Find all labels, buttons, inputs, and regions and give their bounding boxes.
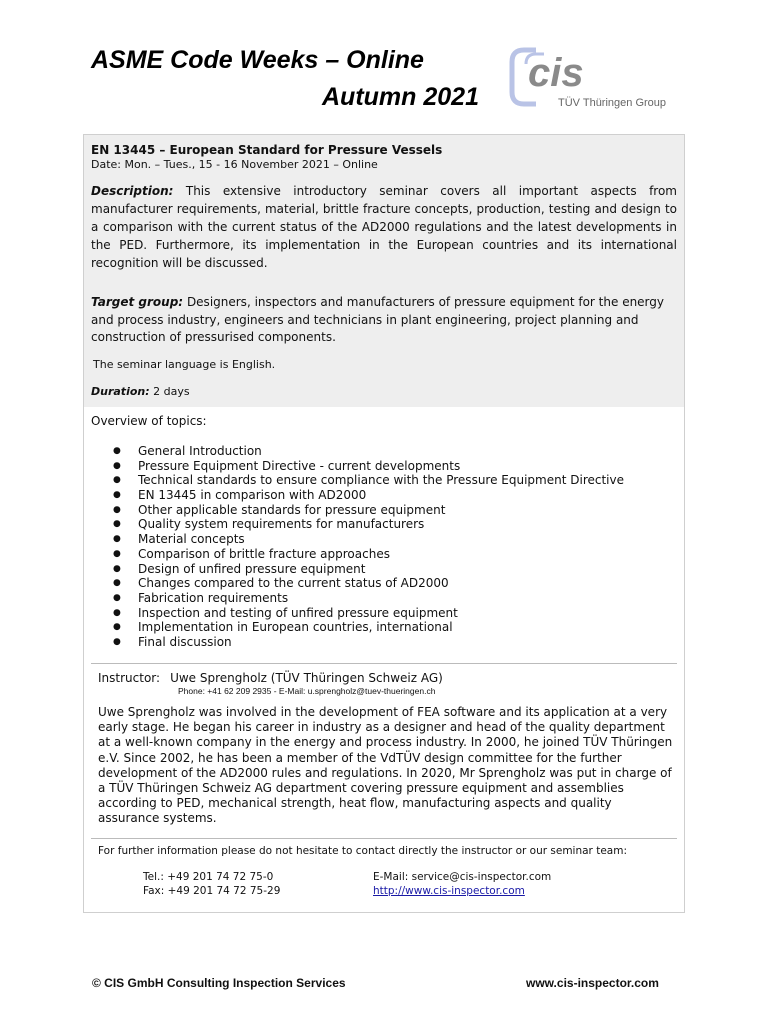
overview-heading: Overview of topics: [91, 414, 207, 428]
bullet-icon: ● [113, 519, 121, 530]
list-item [113, 591, 624, 606]
cis-logo [506, 44, 681, 110]
contact-intro: For further information please do not hesitate to contact directly the instructor or our seminar team: [98, 845, 627, 857]
seminar-title: EN 13445 – European Standard for Pressure Vessels [91, 143, 443, 157]
duration-value: 2 days [153, 385, 190, 398]
instructor-name: Uwe Sprengholz (TÜV Thüringen Schweiz AG) [170, 671, 443, 685]
bullet-icon: ● [113, 460, 121, 471]
bullet-icon: ● [113, 592, 121, 603]
page-title-line1: ASME Code Weeks – Online [91, 46, 424, 74]
list-item [113, 517, 624, 532]
bullet-icon: ● [113, 475, 121, 486]
topic-text: Pressure Equipment Directive - current developments [138, 458, 461, 473]
footer-website: www.cis-inspector.com [526, 976, 659, 990]
divider [91, 663, 677, 664]
bullet-icon: ● [113, 578, 121, 589]
list-item [113, 547, 624, 562]
topics-list [113, 444, 624, 650]
page-title-line2: Autumn 2021 [322, 83, 479, 111]
topic-text: General Introduction [138, 444, 262, 458]
bullet-icon: ● [113, 636, 121, 647]
duration-label: Duration: [91, 385, 150, 398]
bullet-icon: ● [113, 622, 121, 633]
instructor-line [98, 671, 443, 685]
list-item [113, 503, 624, 518]
bullet-icon: ● [113, 563, 121, 574]
bullet-icon: ● [113, 534, 121, 545]
bullet-icon: ● [113, 446, 121, 456]
instructor-bio: Uwe Sprengholz was involved in the development of FEA software and its application at a very early stage. He began his career in industry as a designer and head of the quality department at a well-known company in the energy and process industry. In 2000, he joined TÜV Thüringen e.V. Since 2002, he has been a member of the VdTÜV design committee for the further development of the AD2000 rules and regulations. In 2020, Mr Sprengholz was put in charge of a TÜV Thüringen Schweiz AG department covering pressure equipment and assemblies according to PED, mechanical strength, heat flow, manufacturing aspects and quality assurance systems. [98, 705, 673, 826]
description-paragraph [91, 182, 677, 272]
divider [91, 838, 677, 839]
topic-text: Technical standards to ensure compliance with the Pressure Equipment Directive [138, 473, 624, 488]
target-label: Target group: [91, 295, 184, 309]
list-item [113, 488, 624, 503]
footer-copyright: © CIS GmbH Consulting Inspection Services [92, 976, 346, 990]
logo-subtitle: TÜV Thüringen Group [558, 97, 667, 109]
list-item [113, 606, 624, 621]
instructor-label: Instructor: [98, 671, 161, 685]
bullet-icon: ● [113, 490, 121, 501]
list-item [113, 576, 624, 591]
description-label: Description: [91, 184, 174, 198]
bullet-icon: ● [113, 548, 121, 559]
topic-text: Inspection and testing of unfired pressure equipment [138, 605, 458, 620]
topic-text: Quality system requirements for manufacturers [138, 517, 425, 532]
bullet-icon: ● [113, 504, 121, 515]
contact-tel: Tel.: +49 201 74 72 75-0 [143, 871, 274, 883]
topic-text: Changes compared to the current status of AD2000 [138, 576, 449, 591]
list-item [113, 532, 624, 547]
topic-text: Final discussion [138, 634, 232, 649]
seminar-date: Date: Mon. – Tues., 15 - 16 November 2021 – Online [91, 158, 378, 171]
list-item [113, 635, 624, 650]
instructor-contact: Phone: +41 62 209 2935 - E-Mail: u.sprengholz@tuev-thueringen.ch [178, 686, 436, 696]
list-item [113, 459, 624, 474]
list-item [113, 444, 624, 459]
contact-fax: Fax: +49 201 74 72 75-29 [143, 885, 281, 897]
topic-text: Comparison of brittle fracture approaches [138, 546, 390, 561]
target-text: Designers, inspectors and manufacturers of pressure equipment for the energy and process industry, engineers and technicians in plant engineering, project planning and construction of pressurised components. [91, 295, 665, 344]
list-item [113, 562, 624, 577]
topic-text: EN 13445 in comparison with AD2000 [138, 488, 367, 503]
topic-text: Material concepts [138, 532, 245, 547]
topic-text: Implementation in European countries, international [138, 620, 453, 635]
list-item [113, 473, 624, 488]
topic-text: Other applicable standards for pressure equipment [138, 502, 446, 517]
bullet-icon: ● [113, 607, 121, 618]
topic-text: Design of unfired pressure equipment [138, 561, 366, 576]
topic-text: Fabrication requirements [138, 590, 289, 605]
description-text: This extensive introductory seminar covers all important aspects from manufacturer requirements, material, brittle fracture concepts, production, testing and design to a comparison with the current status of the AD2000 regulations and the latest developments in the PED. Furthermore, its implementation in the European countries and its international recognition will be discussed. [91, 184, 677, 270]
duration [91, 385, 190, 398]
target-paragraph [91, 294, 677, 347]
contact-email: E-Mail: service@cis-inspector.com [373, 871, 552, 883]
logo-text: cis [528, 51, 584, 95]
list-item [113, 620, 624, 635]
language-note: The seminar language is English. [93, 358, 276, 371]
website-link[interactable]: http://www.cis-inspector.com [373, 885, 525, 897]
